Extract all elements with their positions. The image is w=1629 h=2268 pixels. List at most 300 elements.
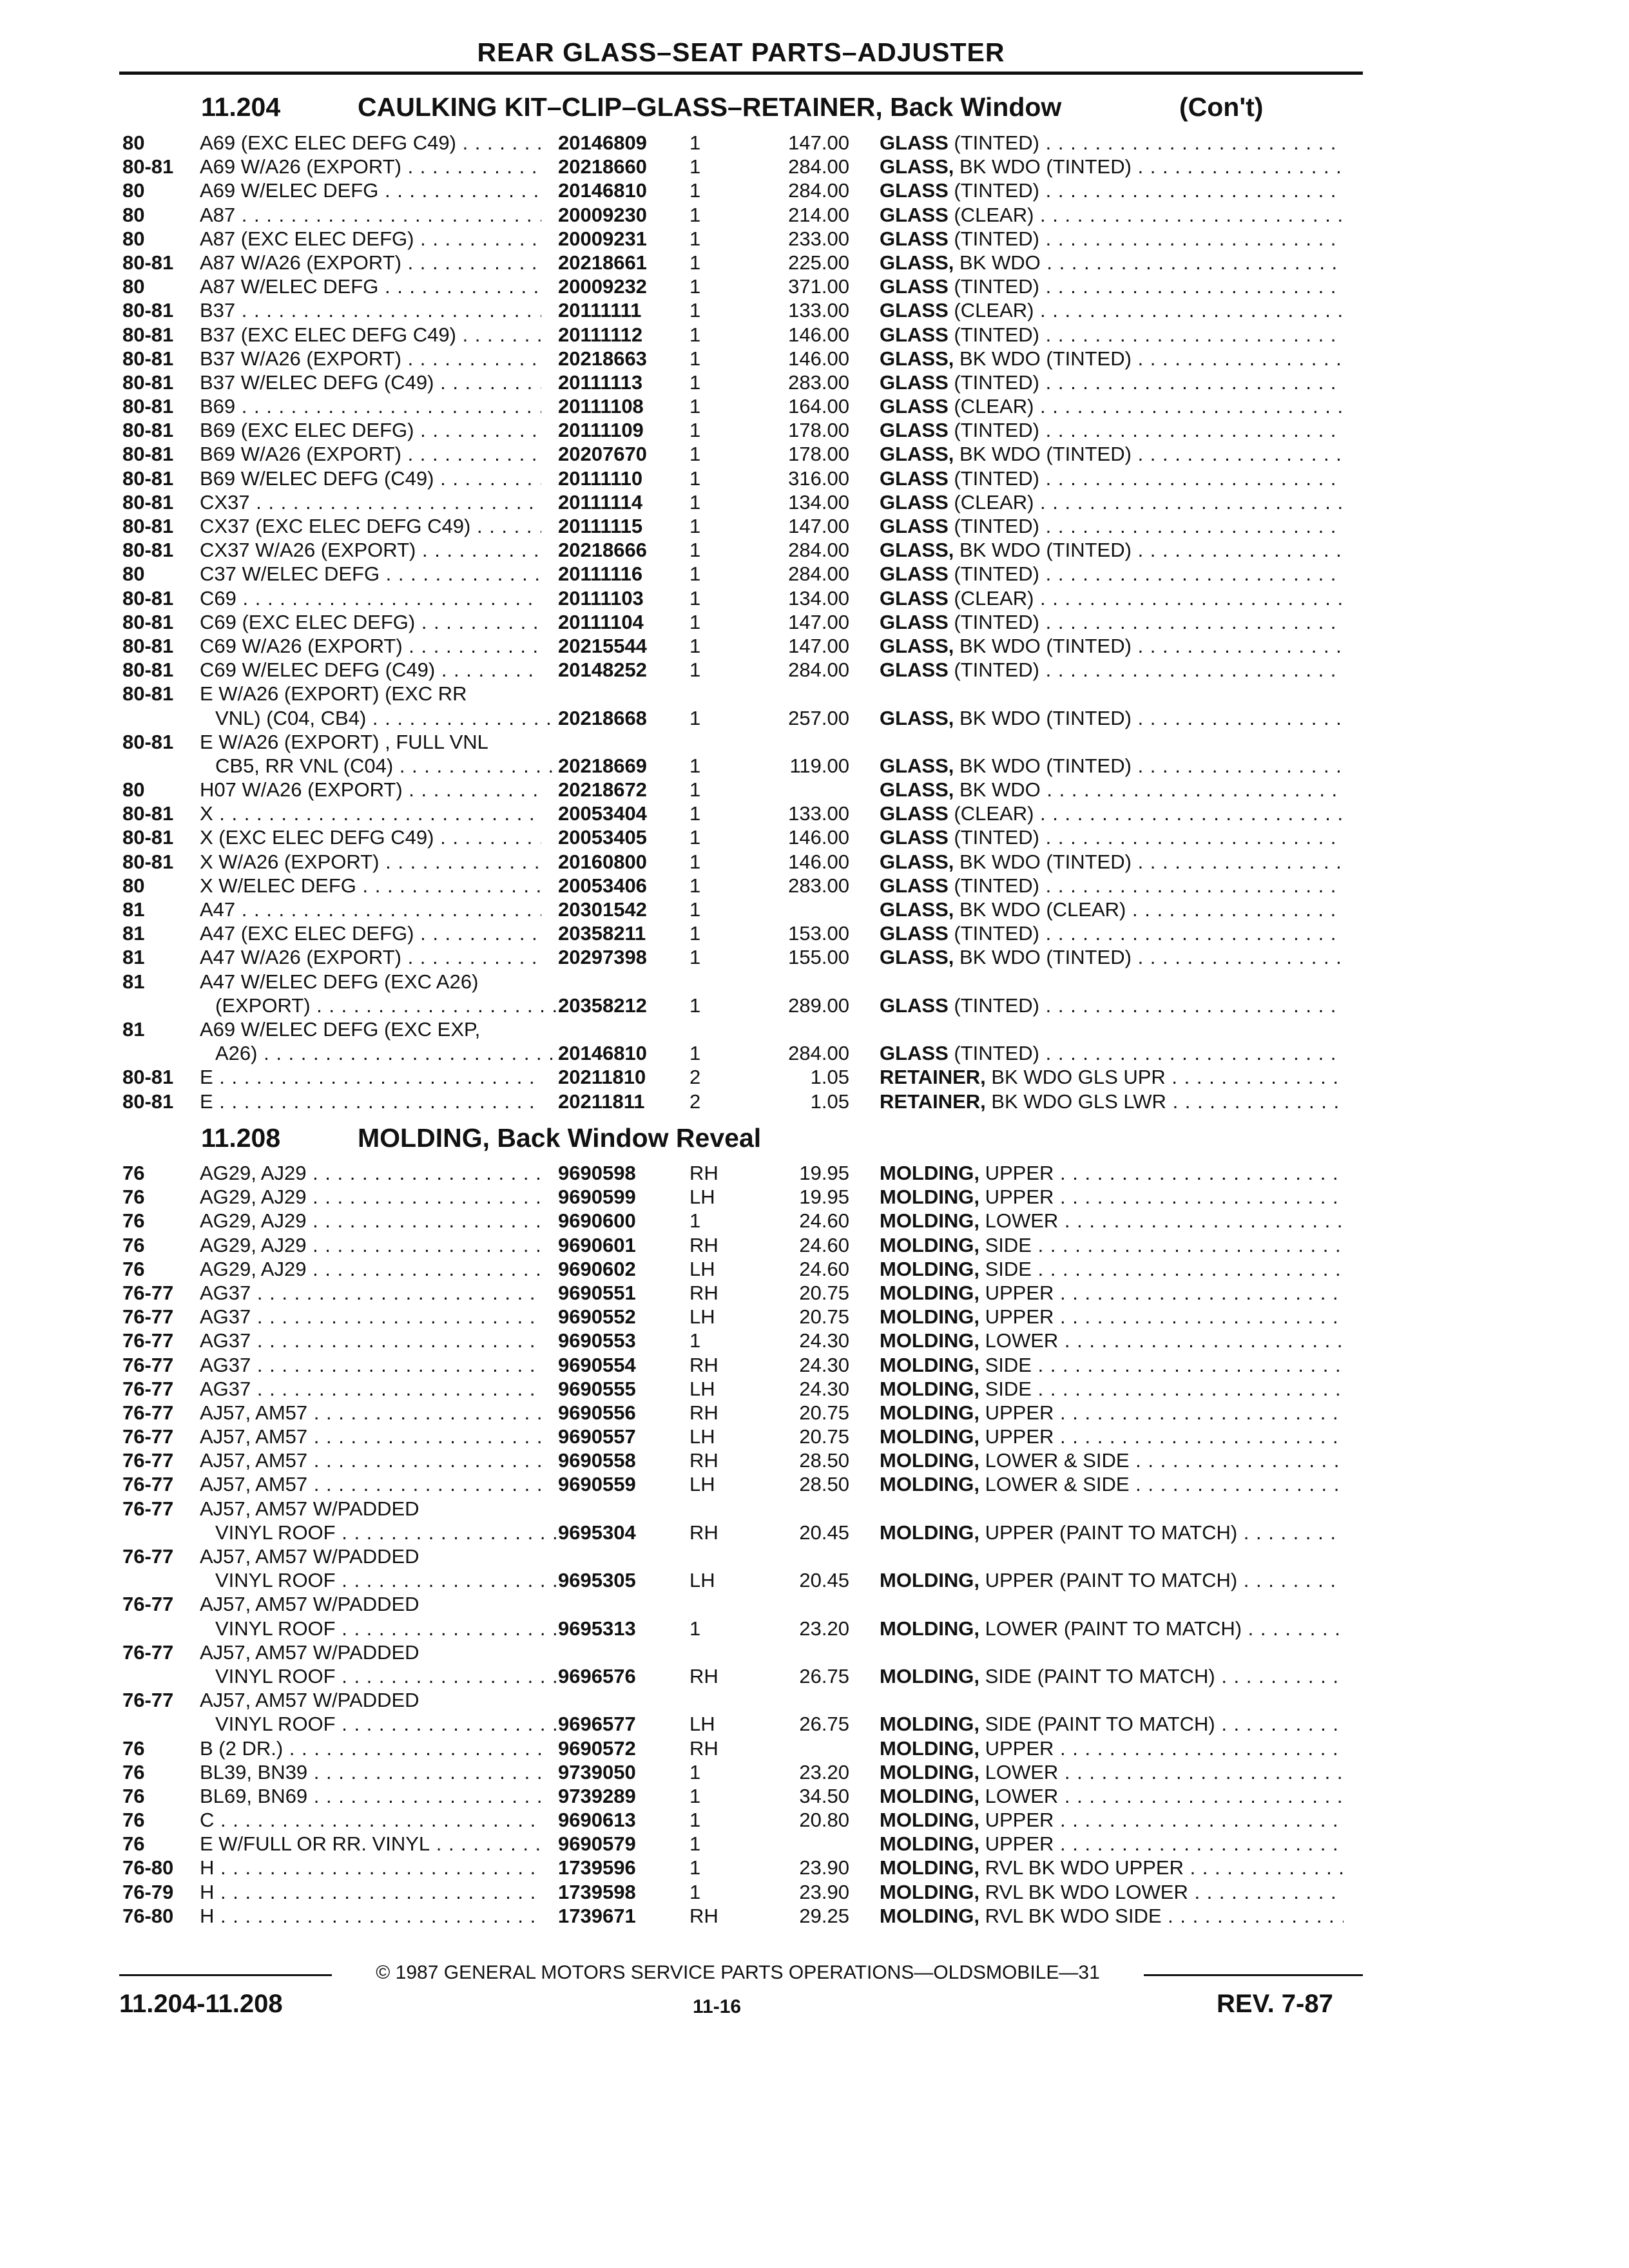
part-number: 20218669: [558, 754, 647, 777]
part-description-detail: (CLEAR): [948, 490, 1034, 514]
quantity: 1: [689, 515, 701, 537]
quantity: 1: [689, 874, 701, 897]
quantity: RH: [689, 1401, 718, 1424]
part-description-noun: GLASS: [880, 179, 949, 202]
parts-row: [0, 1832, 1629, 1856]
parts-row: [0, 394, 1629, 418]
parts-row: [0, 586, 1629, 610]
model-application: VINYL ROOF . . .: [200, 1568, 557, 1592]
model-years: 80-81: [122, 826, 174, 849]
part-description: [880, 203, 1344, 227]
quantity: 1: [689, 898, 701, 921]
parts-row: [0, 1305, 1629, 1329]
part-description: [880, 850, 1344, 874]
model-years: 76-80: [122, 1856, 174, 1879]
parts-row: [0, 227, 1629, 251]
parts-row: [0, 562, 1629, 586]
model-years: 80-81: [122, 347, 174, 370]
part-description-noun: GLASS: [880, 922, 949, 945]
price: 20.75: [799, 1305, 849, 1329]
price: 24.60: [799, 1233, 849, 1256]
part-description: [880, 1305, 1344, 1329]
model-years: 76: [122, 1257, 145, 1280]
price: 147.00: [788, 131, 849, 154]
part-description-noun: MOLDING,: [880, 1401, 979, 1424]
model-application: X . . .: [200, 802, 541, 825]
part-description-noun: GLASS,: [880, 443, 954, 466]
model-application: A69 W/ELEC DEFG (EXC EXP,: [200, 1017, 481, 1041]
model-application: B69 W/A26 (EXPORT) . . .: [200, 442, 541, 466]
part-number: 20218668: [558, 706, 647, 729]
part-description-detail: LOWER & SIDE: [979, 1473, 1130, 1496]
part-description: [880, 1808, 1344, 1832]
part-number: 9696577: [558, 1713, 636, 1736]
model-years: 76-77: [122, 1449, 174, 1472]
quantity: RH: [689, 1162, 718, 1184]
model-application: AJ57, AM57 W/PADDED: [200, 1497, 419, 1520]
model-application: B (2 DR.) . . .: [200, 1736, 541, 1760]
part-number: 20358212: [558, 994, 647, 1017]
part-description: [880, 1209, 1344, 1233]
price: 24.30: [799, 1353, 849, 1376]
parts-row: [0, 514, 1629, 538]
part-number: 9690557: [558, 1425, 636, 1448]
part-number: 20111104: [558, 610, 644, 633]
quantity: 1: [689, 179, 701, 202]
model-application: C37 W/ELEC DEFG . . .: [200, 562, 541, 586]
parts-row: [0, 1544, 1629, 1568]
part-description: [880, 251, 1344, 274]
model-years: 80: [122, 874, 145, 897]
part-number: 9690599: [558, 1186, 636, 1209]
model-years: 81: [122, 898, 145, 921]
model-application: AG37 . . .: [200, 1305, 541, 1329]
part-description: [880, 778, 1344, 802]
part-description: [880, 538, 1344, 562]
model-years: 80: [122, 778, 145, 802]
price: 283.00: [788, 370, 849, 394]
price: 146.00: [788, 826, 849, 849]
quantity: 1: [689, 658, 701, 682]
part-description: [880, 323, 1344, 347]
part-number: 9739289: [558, 1784, 636, 1807]
part-number: 20297398: [558, 946, 647, 969]
price: 371.00: [788, 275, 849, 298]
part-number: 9690572: [558, 1736, 636, 1760]
part-description-detail: (CLEAR): [948, 395, 1034, 418]
part-description: [880, 1568, 1344, 1592]
price: 178.00: [788, 443, 849, 466]
parts-row: [0, 1448, 1629, 1472]
quantity: LH: [689, 1569, 715, 1592]
part-description-detail: BK WDO (TINTED): [954, 754, 1132, 777]
price: 24.30: [799, 1377, 849, 1400]
part-number: 9739050: [558, 1760, 636, 1783]
part-description-detail: (TINTED): [948, 994, 1039, 1017]
part-description-noun: GLASS: [880, 1042, 949, 1065]
quantity: 1: [689, 1880, 701, 1903]
model-years: 76-77: [122, 1473, 174, 1496]
parts-row: [0, 1760, 1629, 1784]
model-years: 81: [122, 946, 145, 969]
part-description-detail: LOWER: [979, 1329, 1059, 1352]
part-description: [880, 754, 1344, 778]
part-description-noun: MOLDING,: [880, 1209, 979, 1233]
part-description-detail: (TINTED): [948, 227, 1039, 250]
part-description-detail: (CLEAR): [948, 299, 1034, 322]
part-description-noun: MOLDING,: [880, 1736, 979, 1760]
price: 134.00: [788, 490, 849, 514]
quantity: LH: [689, 1305, 715, 1329]
part-number: 9690556: [558, 1401, 636, 1424]
parts-row: [0, 251, 1629, 274]
parts-row: [0, 538, 1629, 562]
parts-row: [0, 970, 1629, 994]
part-description-detail: SIDE: [979, 1353, 1032, 1376]
price: 153.00: [788, 922, 849, 945]
footer-rule-left: [119, 1974, 332, 1976]
parts-row: [0, 1233, 1629, 1257]
model-application: A87 . . .: [200, 203, 541, 227]
parts-row: [0, 874, 1629, 898]
part-description-detail: (TINTED): [948, 826, 1039, 849]
model-years: 80-81: [122, 586, 174, 610]
parts-row: [0, 418, 1629, 442]
section-heading-11-208: [0, 1123, 1629, 1157]
parts-list-11-204: [0, 131, 1629, 1113]
footer-page-number: 11-16: [693, 1996, 742, 2017]
part-description-noun: MOLDING,: [880, 1162, 979, 1184]
part-description-noun: GLASS: [880, 466, 949, 490]
parts-row: [0, 1592, 1629, 1616]
part-description-noun: GLASS,: [880, 850, 954, 873]
price: 284.00: [788, 1042, 849, 1065]
part-description-noun: GLASS: [880, 203, 949, 226]
price: 23.90: [799, 1880, 849, 1903]
parts-row: [0, 706, 1629, 730]
part-description: [880, 1784, 1344, 1808]
parts-row: [0, 370, 1629, 394]
model-application: A69 W/ELEC DEFG . . .: [200, 178, 541, 202]
model-application: BL39, BN39 . . .: [200, 1760, 541, 1784]
part-number: 9690579: [558, 1832, 636, 1856]
model-application: B37 W/ELEC DEFG (C49) . . .: [200, 370, 541, 394]
part-number: 9690551: [558, 1281, 636, 1304]
part-description: [880, 1353, 1344, 1377]
parts-row: [0, 155, 1629, 178]
part-description-detail: LOWER & SIDE: [979, 1449, 1130, 1472]
part-description-noun: GLASS: [880, 131, 949, 154]
model-application: C . . .: [200, 1808, 541, 1832]
quantity: 1: [689, 1856, 701, 1879]
part-number: 20053404: [558, 802, 647, 825]
quantity: RH: [689, 1449, 718, 1472]
model-years: 80-81: [122, 370, 174, 394]
part-description-noun: GLASS: [880, 802, 949, 825]
part-description-noun: MOLDING,: [880, 1257, 979, 1280]
model-years: 80-81: [122, 443, 174, 466]
price: 26.75: [799, 1713, 849, 1736]
part-number: 20215544: [558, 634, 647, 657]
model-application: X W/A26 (EXPORT) . . .: [200, 850, 541, 874]
parts-row: [0, 1856, 1629, 1879]
section-number: 11.208: [201, 1123, 281, 1153]
part-description-noun: GLASS: [880, 323, 949, 346]
part-description-detail: (TINTED): [948, 922, 1039, 945]
price: 24.60: [799, 1209, 849, 1233]
parts-row: [0, 658, 1629, 682]
model-years: 76: [122, 1809, 145, 1832]
model-application: AG37 . . .: [200, 1281, 541, 1305]
quantity: 1: [689, 586, 701, 610]
price: 29.25: [799, 1904, 849, 1927]
model-application: B37 W/A26 (EXPORT) . . .: [200, 347, 541, 370]
part-description-detail: BK WDO (TINTED): [954, 347, 1132, 370]
price: 155.00: [788, 946, 849, 969]
parts-row: [0, 178, 1629, 202]
part-description-detail: SIDE: [979, 1377, 1032, 1400]
quantity: 1: [689, 275, 701, 298]
model-application: A47 W/A26 (EXPORT) . . .: [200, 945, 541, 969]
part-description-detail: SIDE: [979, 1233, 1032, 1256]
part-description-detail: (TINTED): [948, 275, 1039, 298]
part-description-detail: BK WDO (TINTED): [954, 634, 1132, 657]
parts-row: [0, 850, 1629, 874]
part-description-noun: GLASS: [880, 994, 949, 1017]
model-application: AJ57, AM57 . . .: [200, 1425, 541, 1448]
quantity: LH: [689, 1377, 715, 1400]
quantity: 1: [689, 562, 701, 586]
part-number: 20148252: [558, 658, 647, 682]
quantity: 1: [689, 1042, 701, 1065]
model-years: 80: [122, 275, 145, 298]
part-description-noun: MOLDING,: [880, 1904, 979, 1927]
parts-row: [0, 347, 1629, 370]
part-description: [880, 1664, 1344, 1688]
part-description-noun: GLASS: [880, 874, 949, 897]
model-years: 80: [122, 131, 145, 154]
part-description: [880, 1401, 1344, 1425]
part-description-noun: GLASS: [880, 515, 949, 537]
part-number: 20111108: [558, 395, 644, 418]
parts-row: [0, 1377, 1629, 1401]
price: 24.30: [799, 1329, 849, 1352]
part-description-detail: UPPER: [979, 1281, 1054, 1304]
price: 20.45: [799, 1569, 849, 1592]
part-description: [880, 274, 1344, 298]
parts-row: [0, 1904, 1629, 1928]
model-years: 80-81: [122, 490, 174, 514]
price: 289.00: [788, 994, 849, 1017]
part-description-detail: BK WDO GLS LWR: [985, 1090, 1166, 1113]
price: 23.90: [799, 1856, 849, 1879]
model-years: 76-77: [122, 1377, 174, 1400]
part-description-detail: RVL BK WDO SIDE: [979, 1904, 1162, 1927]
part-number: 9695304: [558, 1521, 636, 1544]
part-description-detail: UPPER: [979, 1401, 1054, 1424]
quantity: 1: [689, 299, 701, 322]
part-number: 20111112: [558, 323, 643, 346]
model-years: 76-77: [122, 1640, 174, 1664]
parts-row: [0, 1353, 1629, 1377]
parts-row: [0, 1401, 1629, 1425]
model-years: 76-79: [122, 1880, 174, 1903]
price: 20.75: [799, 1281, 849, 1304]
part-description-detail: UPPER: [979, 1162, 1054, 1184]
part-description-detail: BK WDO (TINTED): [954, 946, 1132, 969]
part-description: [880, 1233, 1344, 1257]
quantity: 1: [689, 251, 701, 274]
part-description: [880, 1736, 1344, 1760]
part-number: 1739596: [558, 1856, 636, 1879]
part-description-detail: UPPER: [979, 1832, 1054, 1856]
price: 20.80: [799, 1809, 849, 1832]
part-description-detail: (TINTED): [948, 131, 1039, 154]
part-description-detail: UPPER: [979, 1736, 1054, 1760]
part-description-noun: GLASS: [880, 370, 949, 394]
price: 284.00: [788, 658, 849, 682]
price: 178.00: [788, 419, 849, 442]
part-number: 9690601: [558, 1233, 636, 1256]
header-rule: [119, 72, 1363, 75]
price: 20.75: [799, 1401, 849, 1424]
part-description-detail: BK WDO: [954, 778, 1041, 802]
parts-row: [0, 1880, 1629, 1904]
parts-list-11-208: [0, 1161, 1629, 1928]
model-years: 76: [122, 1736, 145, 1760]
parts-row: [0, 442, 1629, 466]
model-years: 80-81: [122, 299, 174, 322]
quantity: 2: [689, 1066, 701, 1089]
part-number: 20207670: [558, 443, 647, 466]
part-number: 1739671: [558, 1904, 636, 1927]
model-application: B37 . . .: [200, 298, 541, 322]
parts-row: [0, 1257, 1629, 1281]
parts-row: [0, 1281, 1629, 1305]
part-description-noun: MOLDING,: [880, 1832, 979, 1856]
part-description: [880, 1904, 1344, 1928]
part-description-detail: BK WDO (TINTED): [954, 539, 1132, 562]
model-years: 80-81: [122, 682, 174, 706]
part-number: 9690598: [558, 1162, 636, 1184]
part-description-noun: GLASS: [880, 299, 949, 322]
quantity: 1: [689, 922, 701, 945]
parts-row: [0, 1497, 1629, 1521]
part-number: 20218672: [558, 778, 647, 802]
quantity: 1: [689, 395, 701, 418]
quantity: 2: [689, 1090, 701, 1113]
part-description: [880, 442, 1344, 466]
model-application: CX37 . . .: [200, 490, 541, 514]
part-number: 1739598: [558, 1880, 636, 1903]
parts-row: [0, 634, 1629, 658]
parts-row: [0, 323, 1629, 347]
part-description-detail: (TINTED): [948, 658, 1039, 682]
part-number: 20218663: [558, 347, 647, 370]
part-description-detail: RVL BK WDO LOWER: [979, 1880, 1188, 1903]
parts-row: [0, 131, 1629, 155]
price: 214.00: [788, 203, 849, 226]
parts-row: [0, 203, 1629, 227]
model-application: AJ57, AM57 . . .: [200, 1401, 541, 1425]
quantity: 1: [689, 754, 701, 777]
quantity: 1: [689, 323, 701, 346]
price: 24.60: [799, 1257, 849, 1280]
model-application: X (EXC ELEC DEFG C49) . . .: [200, 825, 541, 849]
part-description-noun: GLASS,: [880, 778, 954, 802]
model-application: CX37 (EXC ELEC DEFG C49) . . .: [200, 514, 541, 538]
model-years: 81: [122, 922, 145, 945]
part-description-noun: GLASS: [880, 419, 949, 442]
part-description-detail: LOWER (PAINT TO MATCH): [979, 1617, 1242, 1640]
part-number: 20111113: [558, 370, 643, 394]
parts-row: [0, 778, 1629, 802]
part-number: 20111109: [558, 419, 644, 442]
part-description-noun: GLASS,: [880, 251, 954, 274]
part-description: [880, 921, 1344, 945]
price: 19.95: [799, 1162, 849, 1184]
footer-section-range: 11.204-11.208: [119, 1990, 283, 2018]
model-years: 81: [122, 1017, 145, 1041]
price: 1.05: [810, 1066, 849, 1089]
quantity: 1: [689, 1832, 701, 1856]
part-description-noun: MOLDING,: [880, 1449, 979, 1472]
model-years: 80-81: [122, 802, 174, 825]
model-years: 80-81: [122, 730, 174, 753]
model-application: AG29, AJ29 . . .: [200, 1257, 541, 1281]
price: 20.75: [799, 1425, 849, 1448]
section-number: 11.204: [201, 92, 281, 122]
quantity: RH: [689, 1664, 718, 1687]
part-number: 9690552: [558, 1305, 636, 1329]
part-number: 9690559: [558, 1473, 636, 1496]
part-description-noun: MOLDING,: [880, 1353, 979, 1376]
model-years: 76-80: [122, 1904, 174, 1927]
model-application: B69 (EXC ELEC DEFG) . . .: [200, 418, 541, 442]
model-years: 81: [122, 970, 145, 993]
part-description-detail: BK WDO GLS UPR: [985, 1066, 1166, 1089]
quantity: 1: [689, 994, 701, 1017]
part-description: [880, 1425, 1344, 1448]
section-continuation: (Con't): [1179, 92, 1264, 122]
part-number: 20111116: [558, 562, 643, 586]
part-description-noun: GLASS: [880, 275, 949, 298]
part-description-noun: GLASS,: [880, 347, 954, 370]
model-application: A47 . . .: [200, 898, 541, 921]
parts-row: [0, 610, 1629, 634]
part-description-noun: GLASS,: [880, 946, 954, 969]
part-description-noun: MOLDING,: [880, 1281, 979, 1304]
model-application: B37 (EXC ELEC DEFG C49) . . .: [200, 323, 541, 347]
model-application: VINYL ROOF . . .: [200, 1712, 557, 1736]
part-description: [880, 1880, 1344, 1904]
price: 147.00: [788, 610, 849, 633]
model-years: 80-81: [122, 610, 174, 633]
part-description-detail: BK WDO (TINTED): [954, 706, 1132, 729]
quantity: 1: [689, 946, 701, 969]
model-years: 80-81: [122, 1066, 174, 1089]
part-description: [880, 418, 1344, 442]
model-application: H . . .: [200, 1904, 541, 1928]
model-years: 80-81: [122, 515, 174, 537]
model-years: 76-77: [122, 1689, 174, 1712]
part-description-detail: BK WDO (TINTED): [954, 850, 1132, 873]
price: 133.00: [788, 802, 849, 825]
section-title: CAULKING KIT–CLIP–GLASS–RETAINER, Back Window: [358, 92, 1062, 122]
model-years: 76: [122, 1233, 145, 1256]
part-number: 20211811: [558, 1090, 645, 1113]
model-years: 76-77: [122, 1425, 174, 1448]
